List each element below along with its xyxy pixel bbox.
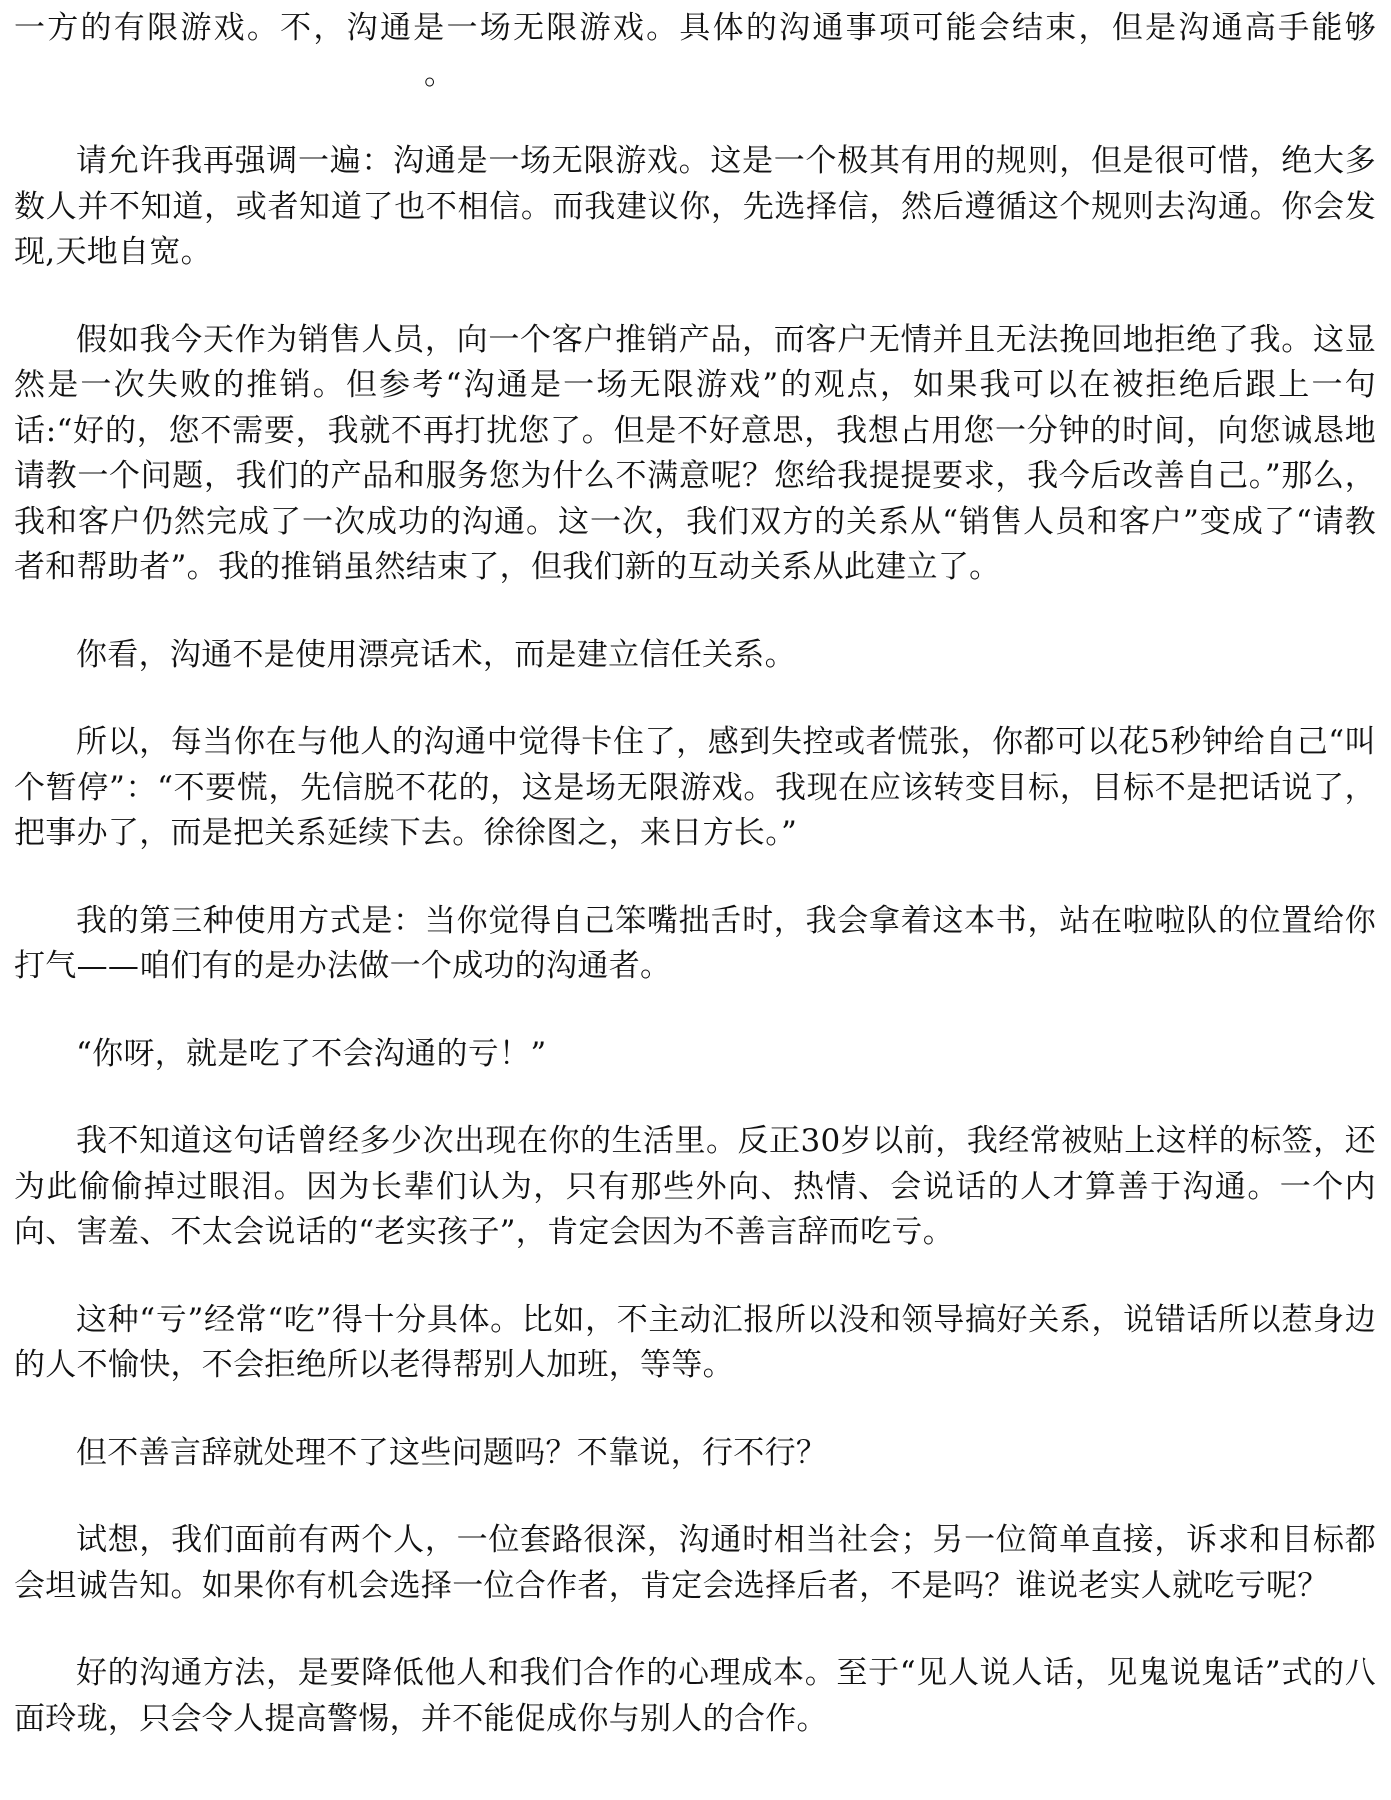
paragraph: 请允许我再强调一遍：沟通是一场无限游戏。这是一个极其有用的规则，但是很可惜，绝大多数人并不知道，或者知道了也不相信。而我建议你，先选择信，然后遵循这个规则去沟通。你会发现,天地自宽。 — [14, 143, 1376, 270]
paragraph: 好的沟通方法，是要降低他人和我们合作的心理成本。至于“见人说人话，见鬼说鬼话”式的八面玲珑，只会令人提高警惕，并不能促成你与别人的合作。 — [14, 1655, 1376, 1737]
paragraph: 假如我今天作为销售人员，向一个客户推销产品，而客户无情并且无法挽回地拒绝了我。这显然是一次失败的推销。但参考“沟通是一场无限游戏”的观点，如果我可以在被拒绝后跟上一句话:“好的，您不需要，我就不再打扰您了。但是不好意思，我想占用您一分钟的时间，向您诚恳地请教一个问题，我们的产品和服务您为什么不满意呢？您给我提提要求，我今后改善自己。”那么，我和客户仍然完成了一次成功的沟通。这一次，我们双方的关系从“销售人员和客户”变成了“请教者和帮助者”。我的推销虽然结束了，但我们新的互动关系从此建立了。 — [14, 321, 1376, 585]
document-page — [14, 6, 1376, 1784]
paragraph: 但不善言辞就处理不了这些问题吗？不靠说，行不行？ — [76, 1434, 828, 1471]
paragraph: 试想，我们面前有两个人，一位套路很深，沟通时相当社会；另一位简单直接，诉求和目标都会坦诚告知。如果你有机会选择一位合作者，肯定会选择后者，不是吗？谁说老实人就吃亏呢？ — [14, 1522, 1376, 1604]
paragraph-intro — [14, 6, 1376, 97]
paragraph: 所以，每当你在与他人的沟通中觉得卡住了，感到失控或者慌张，你都可以花5秒钟给自己“叫个暂停”：“不要慌，先信脱不花的，这是场无限游戏。我现在应该转变目标，目标不是把话说了，把事办了，而是把关系延续下去。徐徐图之，来日方长。” — [14, 724, 1376, 851]
intro-text: 一方的有限游戏。不，沟通是一场无限游戏。具体的沟通事项可能会结束，但是沟通高手能够 — [14, 10, 1376, 46]
paragraph: 这种“亏”经常“吃”得十分具体。比如，不主动汇报所以没和领导搞好关系，说错话所以惹身边的人不愉快，不会拒绝所以老得帮别人加班，等等。 — [14, 1301, 1376, 1383]
intro-end-punctuation: 。 — [424, 55, 456, 92]
paragraph: 你看，沟通不是使用漂亮话术，而是建立信任关系。 — [76, 636, 796, 673]
paragraph: “你呀，就是吃了不会沟通的亏！” — [76, 1035, 547, 1072]
paragraph: 我不知道这句话曾经多少次出现在你的生活里。反正30岁以前，我经常被贴上这样的标签，还为此偷偷掉过眼泪。因为长辈们认为，只有那些外向、热情、会说话的人才算善于沟通。一个内向、害羞、不太会说话的“老实孩子”，肯定会因为不善言辞而吃亏。 — [14, 1123, 1376, 1250]
paragraph: 我的第三种使用方式是：当你觉得自己笨嘴拙舌时，我会拿着这本书，站在啦啦队的位置给你打气——咱们有的是办法做一个成功的沟通者。 — [14, 902, 1376, 984]
